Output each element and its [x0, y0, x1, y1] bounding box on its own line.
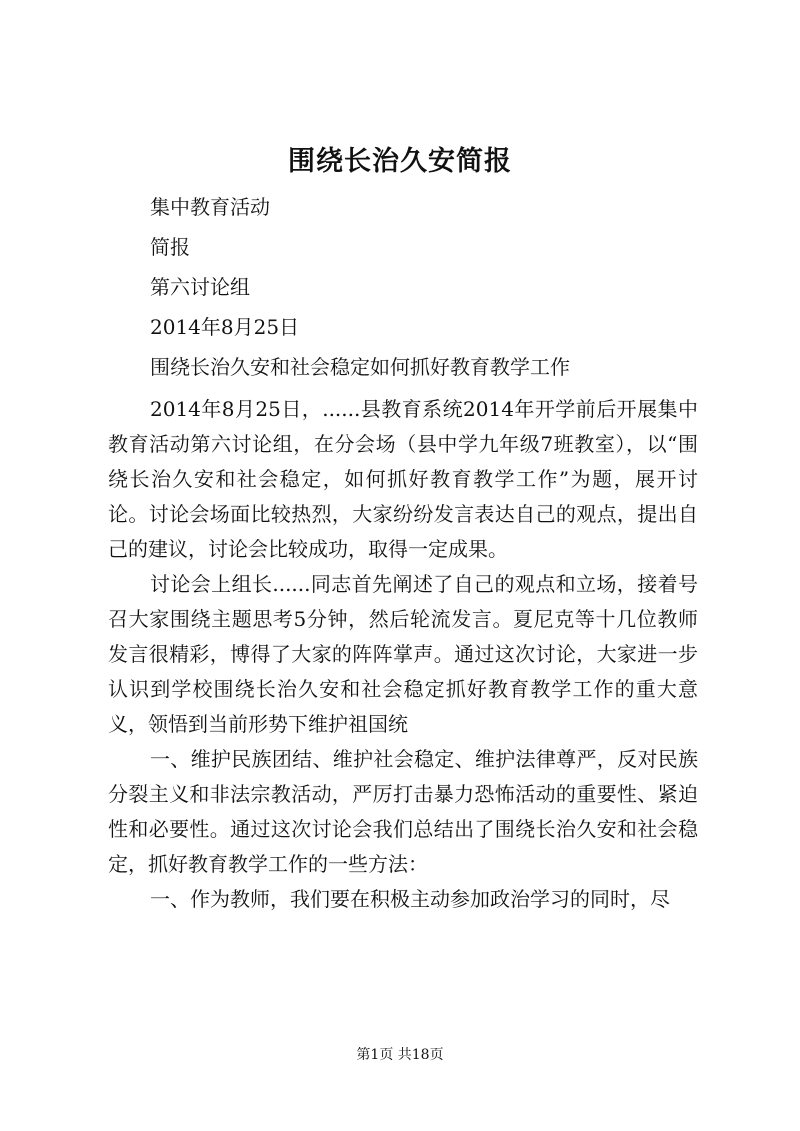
paragraph: 一、维护民族团结、维护社会稳定、维护法律尊严，反对民族分裂主义和非法宗教活动，严厉打击暴力恐怖活动的重要性、紧迫性和必要性。通过这次讨论会我们总结出了围绕长治久安和社会稳定，抓好教育教学工作的一些方法： — [108, 747, 698, 876]
page-number-footer: 第1页 共18页 — [356, 1047, 444, 1063]
paragraph: 一、作为教师，我们要在积极主动参加政治学习的同时，尽 — [150, 887, 670, 911]
meta-activity: 集中教育活动 — [150, 195, 270, 219]
meta-type: 简报 — [150, 235, 190, 259]
document-body — [108, 392, 698, 917]
meta-group: 第六讨论组 — [150, 275, 250, 299]
paragraph: 讨论会上组长......同志首先阐述了自己的观点和立场，接着号召大家围绕主题思考5分钟，然后轮流发言。夏尼克等十几位教师发言很精彩，博得了大家的阵阵掌声。通过这次讨论，大家进一步认识到学校围绕长治久安和社会稳定抓好教育教学工作的重大意义，领悟到当前形势下维护祖国统 — [108, 572, 698, 736]
paragraph: 2014年8月25日，......县教育系统2014年开学前后开展集中教育活动第六讨论组，在分会场（县中学九年级7班教室），以“围绕长治久安和社会稳定，如何抓好教育教学工作”为题，展开讨论。讨论会场面比较热烈，大家纷纷发言表达自己的观点，提出自己的建议，讨论会比较成功，取得一定成果。 — [108, 397, 698, 561]
document-title: 围绕长治久安简报 — [288, 146, 512, 177]
meta-subject: 围绕长治久安和社会稳定如何抓好教育教学工作 — [150, 355, 570, 379]
meta-date: 2014年8月25日 — [150, 315, 300, 339]
